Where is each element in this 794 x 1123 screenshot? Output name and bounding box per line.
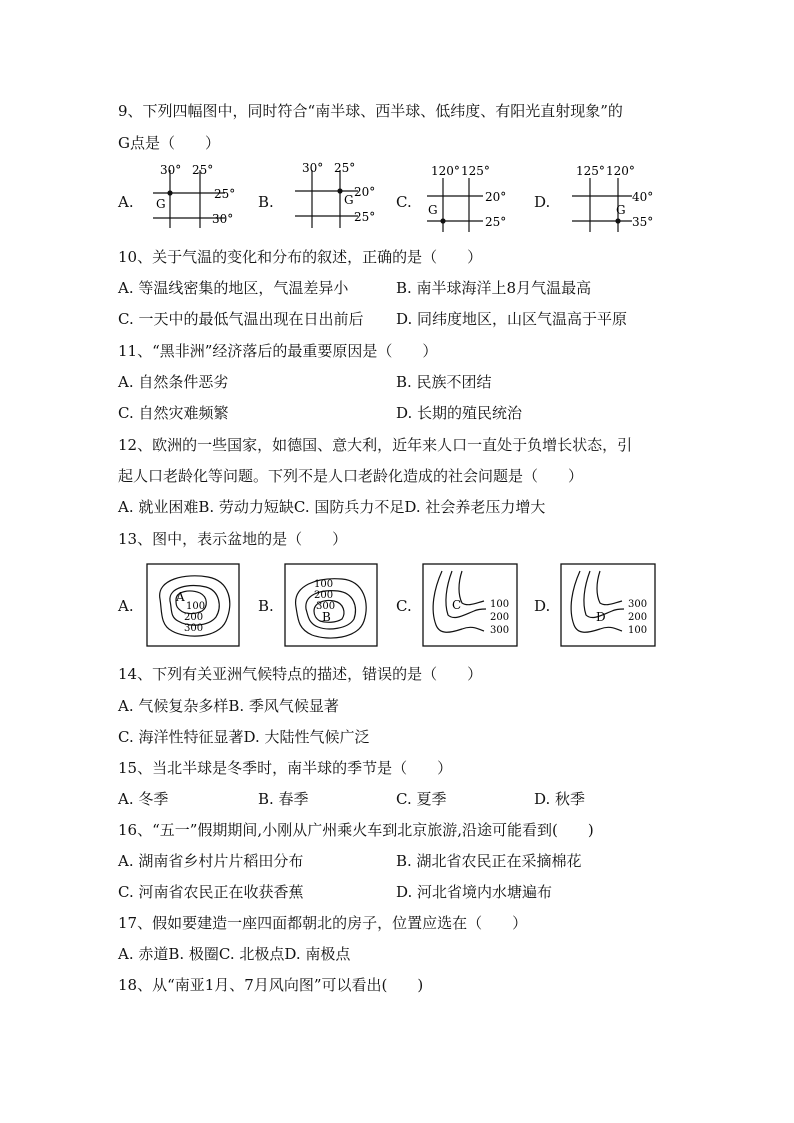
q9-a-top-left: 30° [160,163,182,177]
q9-d-top-left: 125° [576,164,605,178]
q9-d-point: G [616,203,626,217]
q9-c-top-right: 125° [461,164,490,178]
q9-option-b-letter: B. [258,193,274,211]
q13-map-a [146,563,240,647]
q9-b-top-left: 30° [302,161,324,175]
q13-option-a-letter: A. [118,597,134,615]
q16-option-c: C. 河南省农民正在收获香蕉 [118,883,304,901]
q9-a-right-bottom: 30° [212,212,234,226]
q16-option-d: D. 河北省境内水塘遍布 [396,883,553,901]
q11-option-c: C. 自然灾难频繁 [118,404,229,422]
q13-map-c [422,563,518,647]
q16-stem: 16、“五一”假期期间,小刚从广州乘火车到北京旅游,沿途可能看到( ) [118,821,594,839]
q13-d-label-1: 300 [628,599,648,610]
q9-d-right-top: 40° [632,190,654,204]
q9-c-right-top: 20° [485,190,507,204]
q12-options: A. 就业困难B. 劳动力短缺C. 国防兵力不足D. 社会养老压力增大 [118,498,546,516]
q16-option-a: A. 湖南省乡村片片稻田分布 [118,852,304,870]
q9-grid-d [566,160,666,232]
q9-b-right-bottom: 25° [354,210,376,224]
q13-option-c-letter: C. [396,597,412,615]
q13-d-label-3: 100 [628,625,648,636]
q13-d-point: D [596,610,606,624]
q17-stem: 17、假如要建造一座四面都朝北的房子，位置应选在（ ） [118,914,528,932]
q15-option-b: B. 春季 [258,790,309,808]
q13-a-label-2: 200 [184,612,204,623]
q9-option-c-letter: C. [396,193,412,211]
q18-stem: 18、从“南亚1月、7月风向图”可以看出( ) [118,976,424,994]
q13-a-label-1: 100 [186,601,206,612]
q9-b-right-top: 20° [354,185,376,199]
q13-b-label-1: 100 [314,579,334,590]
q13-c-point: C [452,598,462,612]
q9-grid-b [290,158,385,230]
q9-a-point: G [156,197,166,211]
q11-option-d: D. 长期的殖民统治 [396,404,523,422]
q10-option-d: D. 同纬度地区，山区气温高于平原 [396,310,628,328]
q9-c-point: G [428,203,438,217]
q16-option-b: B. 湖北省农民正在采摘棉花 [396,852,582,870]
q15-stem: 15、当北半球是冬季时，南半球的季节是（ ） [118,759,453,777]
q9-stem-line1: 9、下列四幅图中，同时符合“南半球、西半球、低纬度、有阳光直射现象”的 [118,102,623,120]
q9-option-d-letter: D. [534,193,551,211]
q11-option-b: B. 民族不团结 [396,373,492,391]
q9-grid-a [150,158,245,230]
q13-c-label-1: 100 [490,599,510,610]
q12-stem-line1: 12、欧洲的一些国家，如德国、意大利，近年来人口一直处于负增长状态，引 [118,436,633,454]
q14-stem: 14、下列有关亚洲气候特点的描述，错误的是（ ） [118,665,483,683]
q13-a-point: A [176,590,185,604]
q11-option-a: A. 自然条件恶劣 [118,373,229,391]
q13-option-d-letter: D. [534,597,551,615]
q9-d-top-right: 120° [606,164,635,178]
q13-d-label-2: 200 [628,612,648,623]
q13-map-b [284,563,378,647]
q9-option-a-letter: A. [118,193,134,211]
q13-option-b-letter: B. [258,597,274,615]
q9-d-right-bottom: 35° [632,215,654,229]
q13-stem: 13、图中，表示盆地的是（ ） [118,530,348,548]
q14-options-cd: C. 海洋性特征显著D. 大陆性气候广泛 [118,728,370,746]
q13-a-label-3: 300 [184,623,204,634]
q13-c-label-3: 300 [490,625,510,636]
q9-a-right-top: 25° [214,187,236,201]
q13-b-label-2: 200 [314,590,334,601]
q10-stem: 10、关于气温的变化和分布的叙述，正确的是（ ） [118,248,483,266]
q9-b-top-right: 25° [334,161,356,175]
q9-grid-c [425,160,525,232]
q9-c-top-left: 120° [431,164,460,178]
q14-options-ab: A. 气候复杂多样B. 季风气候显著 [118,697,339,715]
q10-option-c: C. 一天中的最低气温出现在日出前后 [118,310,364,328]
q10-option-b: B. 南半球海洋上8月气温最高 [396,279,592,297]
q17-options: A. 赤道B. 极圈C. 北极点D. 南极点 [118,945,351,963]
q13-map-d [560,563,656,647]
q11-stem: 11、“黑非洲”经济落后的最重要原因是（ ） [118,342,438,360]
q15-option-c: C. 夏季 [396,790,447,808]
q13-c-label-2: 200 [490,612,510,623]
q12-stem-line2: 起人口老龄化等问题。下列不是人口老龄化造成的社会问题是（ ） [118,467,584,485]
q13-b-label-3: 300 [316,601,336,612]
q9-stem-line2: G点是（ ） [118,134,220,152]
q15-option-a: A. 冬季 [118,790,169,808]
q9-b-point: G [344,193,354,207]
q15-option-d: D. 秋季 [534,790,586,808]
q13-b-point: B [322,610,331,624]
q9-c-right-bottom: 25° [485,215,507,229]
q10-option-a: A. 等温线密集的地区，气温差异小 [118,279,349,297]
q9-a-top-right: 25° [192,163,214,177]
